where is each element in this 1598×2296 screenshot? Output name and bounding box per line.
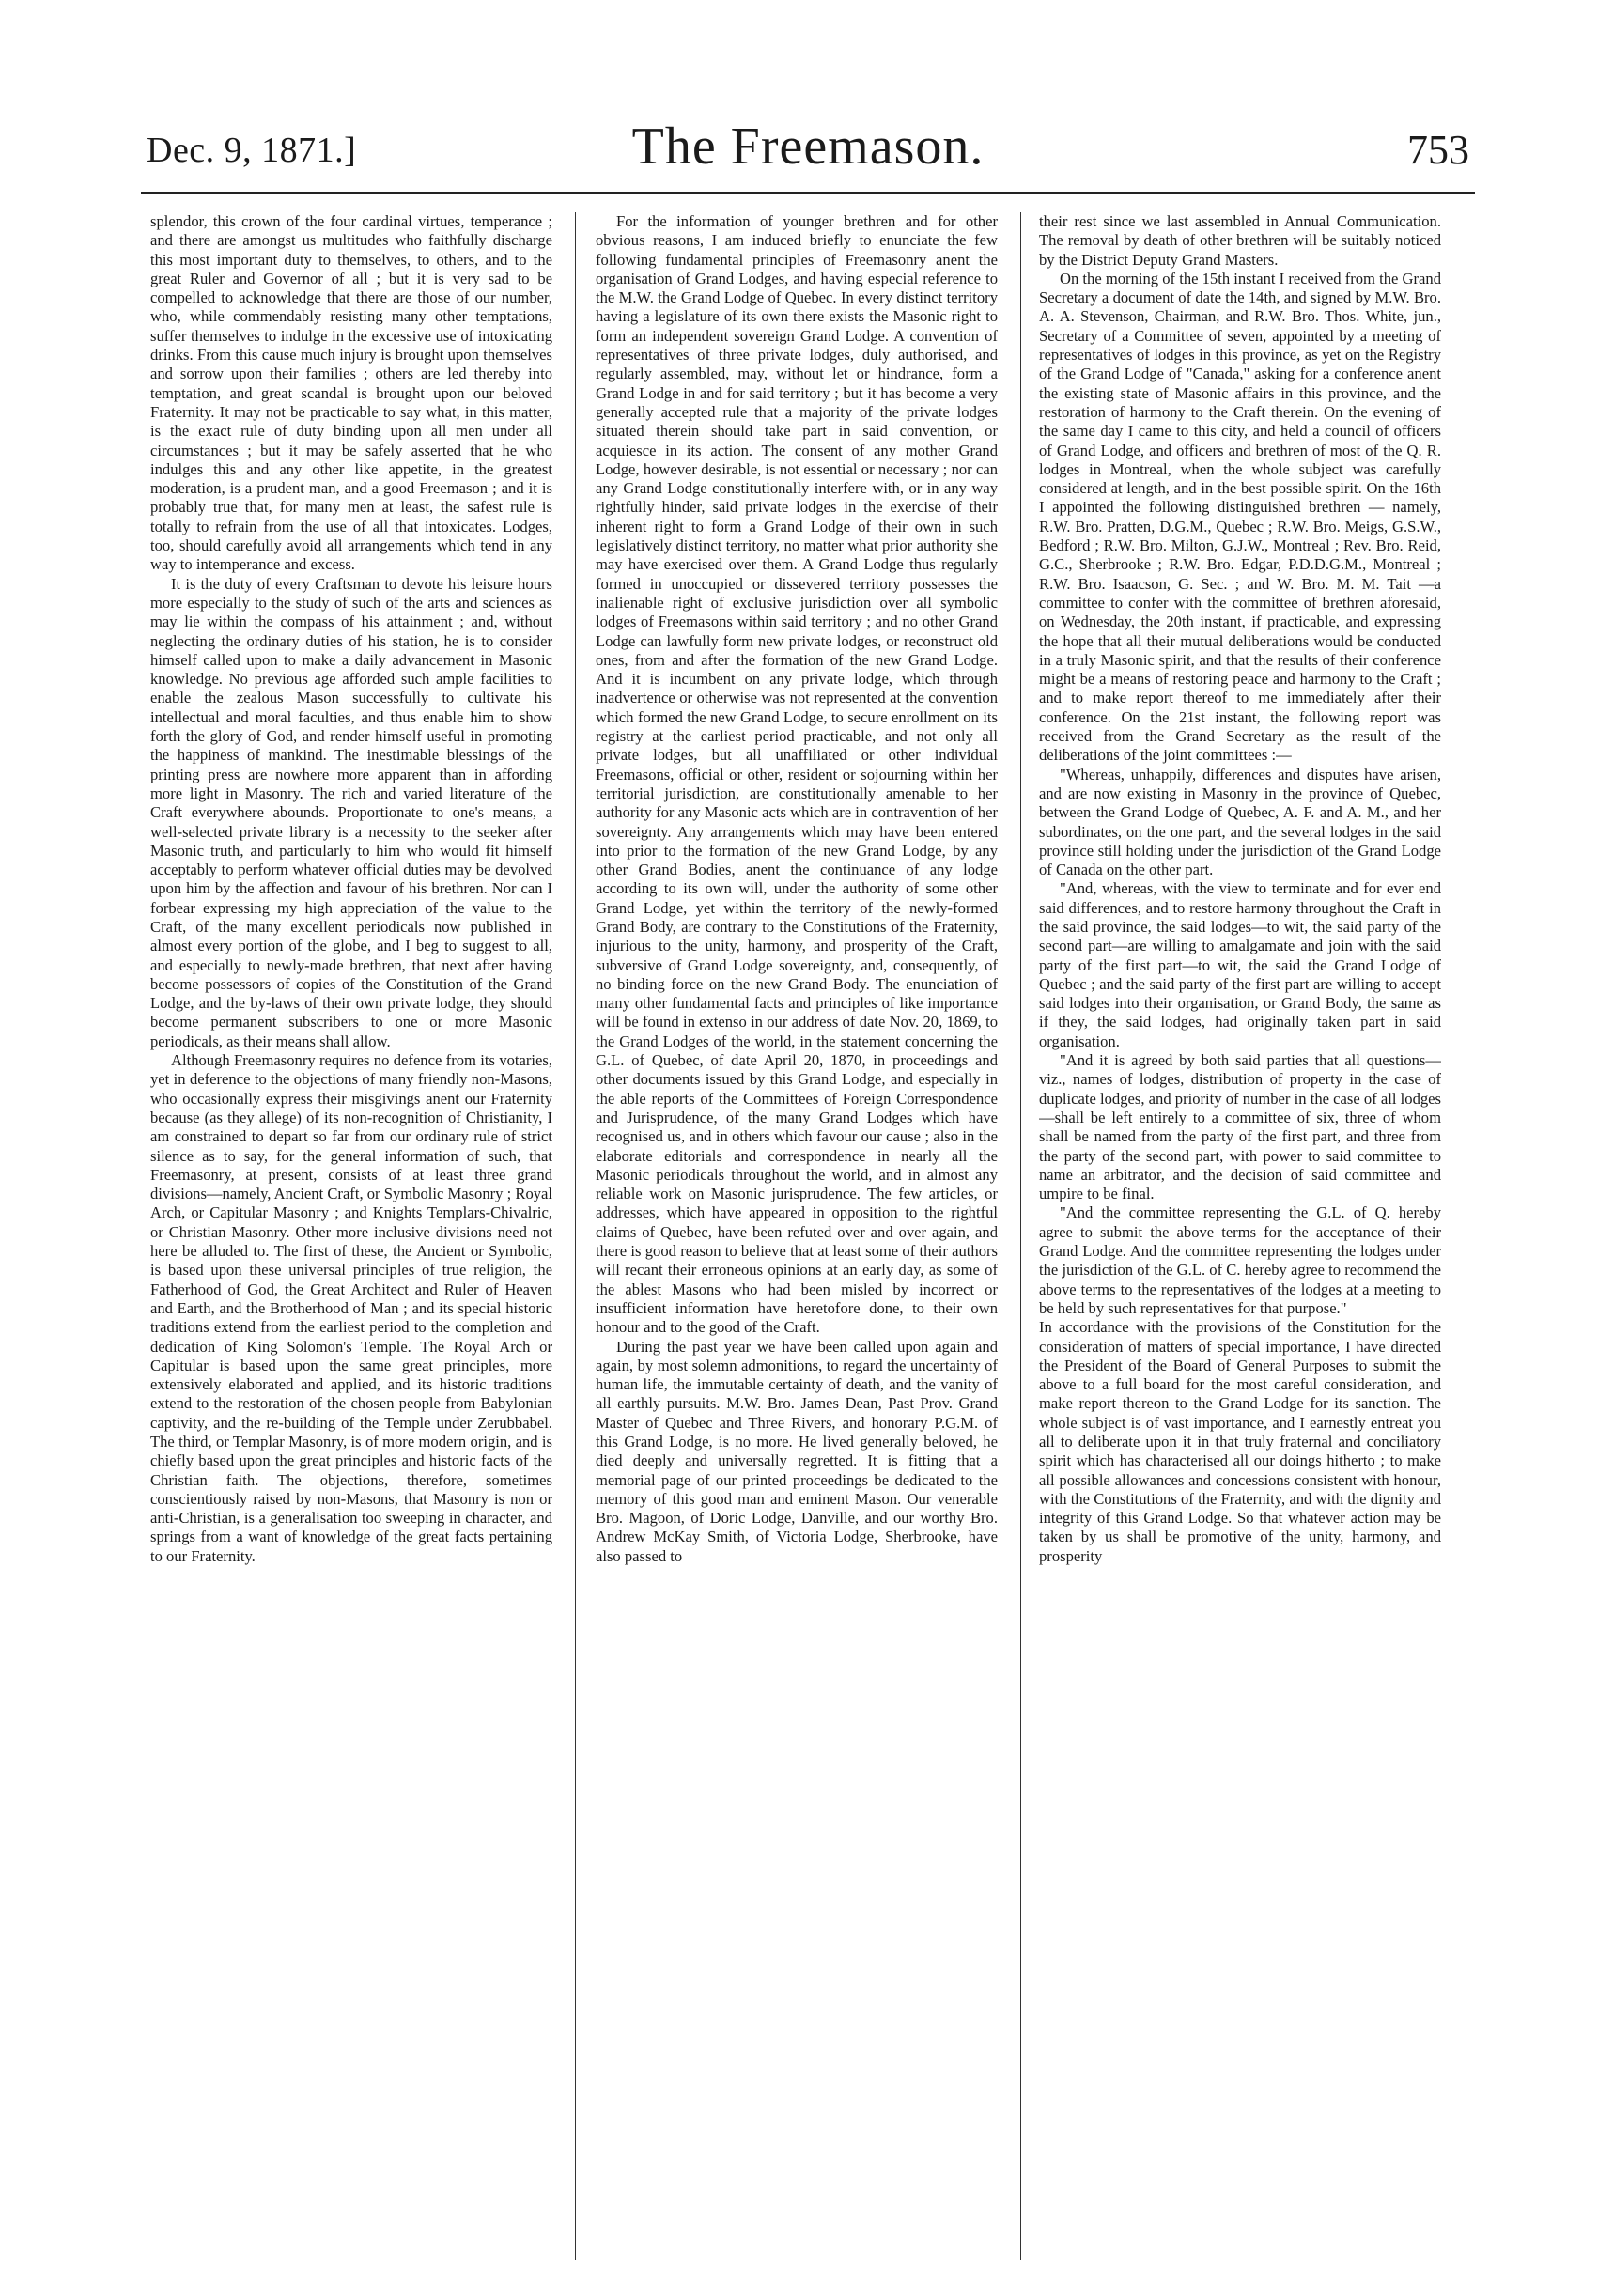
paragraph: For the information of younger brethren and for other obvious reasons, I am induced briefly to enunciate the few following fundamental principles of Freemasonry anent the organisation of Grand Lodges, and having especial reference to the M.W. the Grand Lodge of Quebec. In every distinct territory having a legislature of its own there exists the Masonic right to form an independent sovereign Grand Lodge. A convention of representatives of three private lodges, duly authorised, and regularly assembled, may, without let or hindrance, form a Grand Lodge in and for said territory ; but it has become a very generally accepted rule that a majority of the private lodges situated therein should take part in said convention, or acquiesce in its action. The consent of any mother Grand Lodge, however desirable, is not essential or necessary ; nor can any Grand Lodge constitutionally interfere with, or in any way rightfully hinder, said private lodges in the exercise of their inherent right to form a Grand Lodge of their own in such legislatively distinct territory, no matter what prior authority she may have exercised over them. A Grand Lodge thus regularly formed in unoccupied or dissevered territory possesses the inalienable right of exclusive jurisdiction over all symbolic lodges of Freemasons within said territory ; and no other Grand Lodge can lawfully form new private lodges, or reconstruct old ones, from and after the formation of the new Grand Lodge. And it is incumbent on any private lodge, which through inadvertence or otherwise was not represented at the convention which formed the new Grand Lodge, to secure enrollment on its registry at the earliest period practicable, and not only all private lodges, but all unaffiliated or other individual Freemasons, official or other, resident or sojourning within her territorial jurisdiction, are constitutionally amenable to her authority for any Masonic acts which are in contravention of her sovereignty. Any arrangements which may have been entered into prior to the formation of the new Grand Lodge, by any other Grand Bodies, anent the continuance of any lodge according to its own will, under the authority of some other Grand Lodge, yet within the territory of the newly-formed Grand Body, are contrary to the Constitutions of the Fraternity, injurious to the unity, harmony, and prosperity of the Craft, subversive of Grand Lodge sovereignty, and, consequently, of no binding force on the new Grand Body. The enunciation of many other fundamental facts and principles of like importance will be found in extenso in our address of date Nov. 20, 1869, to the Grand Lodges of the world, in the statement concerning the G.L. of Quebec, of date April 20, 1870, in proceedings and other documents issued by this Grand Lodge, and especially in the able reports of the Committees of Foreign Correspondence and Jurisprudence, of the many Grand Lodges which have recognised us, and in others which favour our cause ; also in the elaborate editorials and correspondence in nearly all the Masonic periodicals throughout the world, and in almost any reliable work on Masonic jurisprudence. The few articles, or addresses, which have appeared in opposition to the rightful claims of Quebec, have been refuted over and over again, and there is good reason to believe that at least some of their authors will recant their erroneous opinions at an early day, as some of the ablest Masons who had been misled by incorrect or insufficient information have heretofore done, to their own honour and to the good of the Craft. <box>596 212 998 1337</box>
publication-title: The Freemason. <box>631 117 985 176</box>
paragraph: During the past year we have been called upon again and again, by most solemn admonitions, to regard the uncertainty of human life, the immutable certainty of death, and the vanity of all earthly pursuits. M.W. Bro. James Dean, Past Prov. Grand Master of Quebec and Three Rivers, and honorary P.G.M. of this Grand Lodge, is no more. He lived generally beloved, he died deeply and universally regretted. It is fitting that a memorial page of our printed proceedings be dedicated to the memory of this good man and eminent Mason. Our venerable Bro. Magoon, of Doric Lodge, Danville, and our worthy Bro. Andrew McKay Smith, of Victoria Lodge, Sherbrooke, have also passed to <box>596 1337 998 1565</box>
paragraph: "And, whereas, with the view to terminate and for ever end said differences, and to restore harmony throughout the Craft in the said province, the said lodges—to wit, the said party of the second part—are willing to amalgamate and join with the said party of the first part—to wit, the said the Grand Lodge of Quebec ; and the said party of the first part are willing to accept said lodges into their organisation, or Grand Body, the same as if they, the said lodges, had originally taken part in said organisation. <box>1039 879 1441 1050</box>
paragraph: their rest since we last assembled in Annual Communication. The removal by death of other brethren will be suitably noticed by the District Deputy Grand Masters. <box>1039 212 1441 269</box>
paragraph: It is the duty of every Craftsman to devote his leisure hours more especially to the study of such of the arts and sciences as may lie within the compass of his attainment ; and, without neglecting the ordinary duties of his station, he is to consider himself called upon to make a daily advancement in Masonic knowledge. No previous age afforded such ample facilities to enable the zealous Mason successfully to cultivate his intellectual and moral faculties, and thus enable him to show forth the glory of God, and render himself useful in promoting the happiness of mankind. The inestimable blessings of the printing press are nowhere more apparent than in affording more light in Masonry. The rich and varied literature of the Craft everywhere abounds. Proportionate to one's means, a well-selected private library is a necessity to the seeker after Masonic truth, and particularly to him who would fit himself acceptably to perform whatever official duties may be devolved upon him by the affection and favour of his brethren. Nor can I forbear expressing my high appreciation of the value to the Craft, of the many excellent periodicals now published in almost every portion of the globe, and I beg to suggest to all, and especially to newly-made brethren, that next after having become possessors of copies of the Constitution of the Grand Lodge, and the by-laws of their own private lodge, they should become permanent subscribers to one or more Masonic periodicals, as their means shall allow. <box>150 574 552 1050</box>
masthead <box>141 111 1475 186</box>
column-3 <box>1039 212 1441 2260</box>
issue-date: Dec. 9, 1871.] <box>147 131 357 170</box>
paragraph: "And it is agreed by both said parties that all questions—viz., names of lodges, distribution of property in the case of duplicate lodges, and priority of number in the case of all lodges—shall be left entirely to a committee of six, three of whom shall be named from the party of the first part, and three from the party of the second part, with power to said committee to name an arbitrator, and the decision of said committee and umpire to be final. <box>1039 1051 1441 1203</box>
column-2 <box>596 212 998 2260</box>
column-1 <box>150 212 552 2260</box>
newspaper-page <box>141 111 1475 2272</box>
column-divider <box>575 212 576 2260</box>
paragraph: "Whereas, unhappily, differences and disputes have arisen, and are now existing in Masonry in the province of Quebec, between the Grand Lodge of Quebec, A. F. and A. M., and her subordinates, on the one part, and the several lodges in the said province still holding under the jurisdiction of the Grand Lodge of Canada on the other part. <box>1039 765 1441 879</box>
paragraph: In accordance with the provisions of the Constitution for the consideration of matters of special importance, I have directed the President of the Board of General Purposes to submit the above to a full board for the most careful consideration, and make report thereon to the Grand Lodge for its sanction. The whole subject is of vast importance, and I earnestly entreat you all to deliberate upon it in that truly fraternal and conciliatory spirit which has characterised all our doings hitherto ; to make all possible allowances and concessions consistent with honour, with the Constitutions of the Fraternity, and with the dignity and integrity of this Grand Lodge. So that whatever action may be taken by us shall be promotive of the unity, harmony, and prosperity <box>1039 1318 1441 1565</box>
page-number: 753 <box>1407 127 1469 173</box>
paragraph: splendor, this crown of the four cardinal virtues, temperance ; and there are amongst us multitudes who faithfully discharge this most important duty to themselves, to others, and to the great Ruler and Governor of all ; but it is very sad to be compelled to acknowledge that there are those of our number, who, while commendably resisting many other temptations, suffer themselves to indulge in the excessive use of intoxicating drinks. From this cause much injury is brought upon themselves and sorrow upon their families ; others are led thereby into temptation, and great scandal is brought upon our beloved Fraternity. It may not be practicable to say what, in this matter, is the exact rule of duty binding upon all men under all circumstances ; but it may be safely asserted that he who indulges this and any other like appetite, in the greatest moderation, is a prudent man, and a good Freemason ; and it is probably true that, for many men at least, the safest rule is totally to refrain from the use of all that intoxicates. Lodges, too, should carefully avoid all arrangements which tend in any way to intemperance and excess. <box>150 212 552 574</box>
paragraph: Although Freemasonry requires no defence from its votaries, yet in deference to the objections of many friendly non-Masons, who occasionally express their misgivings anent our Fraternity because (as they allege) of its non-recognition of Christianity, I am constrained to depart so far from our ordinary rule of strict silence as to say, for the general information of such, that Freemasonry, at present, consists of at least three grand divisions—namely, Ancient Craft, or Symbolic Masonry ; Royal Arch, or Capitular Masonry ; and Knights Templars-Chivalric, or Christian Masonry. Other more inclusive divisions need not here be alluded to. The first of these, the Ancient or Symbolic, is based upon these universal principles of true religion, the Fatherhood of God, the Great Architect and Ruler of Heaven and Earth, and the Brotherhood of Man ; and its special historic traditions extend from the earliest period to the completion and dedication of King Solomon's Temple. The Royal Arch or Capitular is based upon the same great principles, more extensively elaborated and applied, and its historic traditions extend to the restoration of the chosen people from Babylonian captivity, and the re-building of the Temple under Zerubbabel. The third, or Templar Masonry, is of more modern origin, and is chiefly based upon the great principles and historic facts of the Christian faith. The objections, therefore, sometimes conscientiously raised by non-Masons, that Masonry is non or anti-Christian, is a generalisation too sweeping in character, and springs from a want of knowledge of the great facts pertaining to our Fraternity. <box>150 1051 552 1565</box>
paragraph: On the morning of the 15th instant I received from the Grand Secretary a document of date the 14th, and signed by M.W. Bro. A. A. Stevenson, Chairman, and R.W. Bro. Thos. White, jun., Secretary of a Committee of seven, appointed by a meeting of representatives of lodges in this province, as yet on the Registry of the Grand Lodge of "Canada," asking for a conference anent the existing state of Masonic affairs in this province, and the restoration of harmony to the Craft therein. On the evening of the same day I came to this city, and held a council of officers of Grand Lodge, and officers and brethren of most of the Q. R. lodges in Montreal, when the whole subject was carefully considered at length, and in the best possible spirit. On the 16th I appointed the following distinguished brethren — namely, R.W. Bro. Pratten, D.G.M., Quebec ; R.W. Bro. Meigs, G.S.W., Bedford ; R.W. Bro. Milton, G.J.W., Montreal ; Rev. Bro. Reid, G.C., Sherbrooke ; R.W. Bro. Edgar, P.D.D.G.M., Montreal ; R.W. Bro. Isaacson, G. Sec. ; and W. Bro. M. M. Tait —a committee to confer with the committee of brethren aforesaid, on Wednesday, the 20th instant, if practicable, and expressing the hope that all their mutual deliberations would be conducted in a truly Masonic spirit, and that the results of their conference might be a means of restoring peace and harmony to the Craft ; and to make report thereof to me immediately after their conference. On the 21st instant, the following report was received from the Grand Secretary as the result of the deliberations of the joint committees :— <box>1039 269 1441 765</box>
paragraph: "And the committee representing the G.L. of Q. hereby agree to submit the above terms for the acceptance of their Grand Lodge. And the committee representing the lodges under the jurisdiction of the G.L. of C. hereby agree to recommend the above terms to the representatives of the lodges at a meeting to be held by such representatives for that purpose." <box>1039 1203 1441 1317</box>
masthead-rule <box>141 192 1475 194</box>
column-divider <box>1020 212 1021 2260</box>
